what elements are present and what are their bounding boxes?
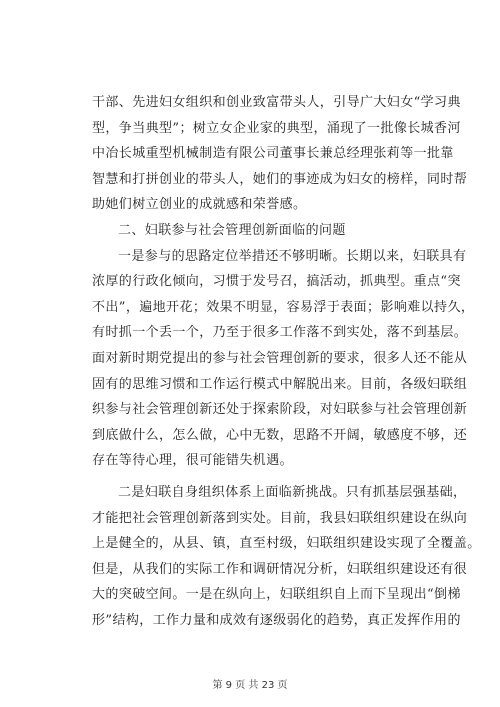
text-line: 但是，从我们的实际工作和调研情况分析，妇联组织建设还有很 — [92, 561, 468, 577]
text-line: 干部、先进妇女组织和创业致富带头人，引导广大妇女“学习典 — [92, 95, 461, 110]
text-line: 才能把社会管理创新落到实处。目前，我县妇联组织建设在纵向 — [92, 510, 468, 526]
text-line: 大的突破空间。一是在纵向上，妇联组织自上而下呈现出“倒梯 — [92, 587, 461, 603]
section-heading: 二、妇联参与社会管理创新面临的问题 — [118, 222, 346, 238]
page-number-footer: 第 9 页 共 23 页 — [212, 680, 288, 691]
text-line: 不出”，遍地开花；效果不明显，容易浮于表面；影响难以持久， — [92, 299, 475, 315]
text-line: 到底做什么，怎么做，心中无数，思路不开阔，敏感度不够，还 — [92, 427, 468, 443]
text-line: 浓厚的行政化倾向，习惯于发号召，搞活动，抓典型。重点“突 — [92, 274, 461, 290]
text-line: 型，争当典型”；树立女企业家的典型，涌现了一批像长城香河 — [92, 120, 461, 136]
text-line: 助她们树立创业的成就感和荣誉感。 — [92, 197, 307, 213]
document-body — [92, 90, 481, 633]
text-line: 上是健全的，从县、镇，直至村级，妇联组织建设实现了全覆盖。 — [92, 536, 481, 552]
text-line: 一是参与的思路定位举措还不够明晰。长期以来，妇联具有 — [118, 248, 467, 264]
text-line: 面对新时期党提出的参与社会管理创新的要求，很多人还不能从 — [92, 350, 468, 366]
text-line: 织参与社会管理创新还处于探索阶段，对妇联参与社会管理创新 — [92, 402, 468, 418]
text-line: 有时抓一个丢一个，乃至于很多工作落不到实处，落不到基层。 — [92, 325, 468, 341]
text-line: 固有的思维习惯和工作运行模式中解脱出来。目前，各级妇联组 — [92, 376, 468, 392]
text-line: 智慧和打拼创业的带头人，她们的事迹成为妇女的榜样，同时帮 — [92, 171, 468, 187]
text-line: 存在等待心理，很可能错失机遇。 — [92, 453, 294, 469]
text-line: 形”结构，工作力量和成效有逐级弱化的趋势，真正发挥作用的 — [92, 612, 461, 628]
text-line: 二是妇联自身组织体系上面临新挑战。只有抓基层强基础， — [118, 484, 467, 500]
text-line: 中冶长城重型机械制造有限公司董事长兼总经理张莉等一批靠 — [92, 146, 454, 162]
